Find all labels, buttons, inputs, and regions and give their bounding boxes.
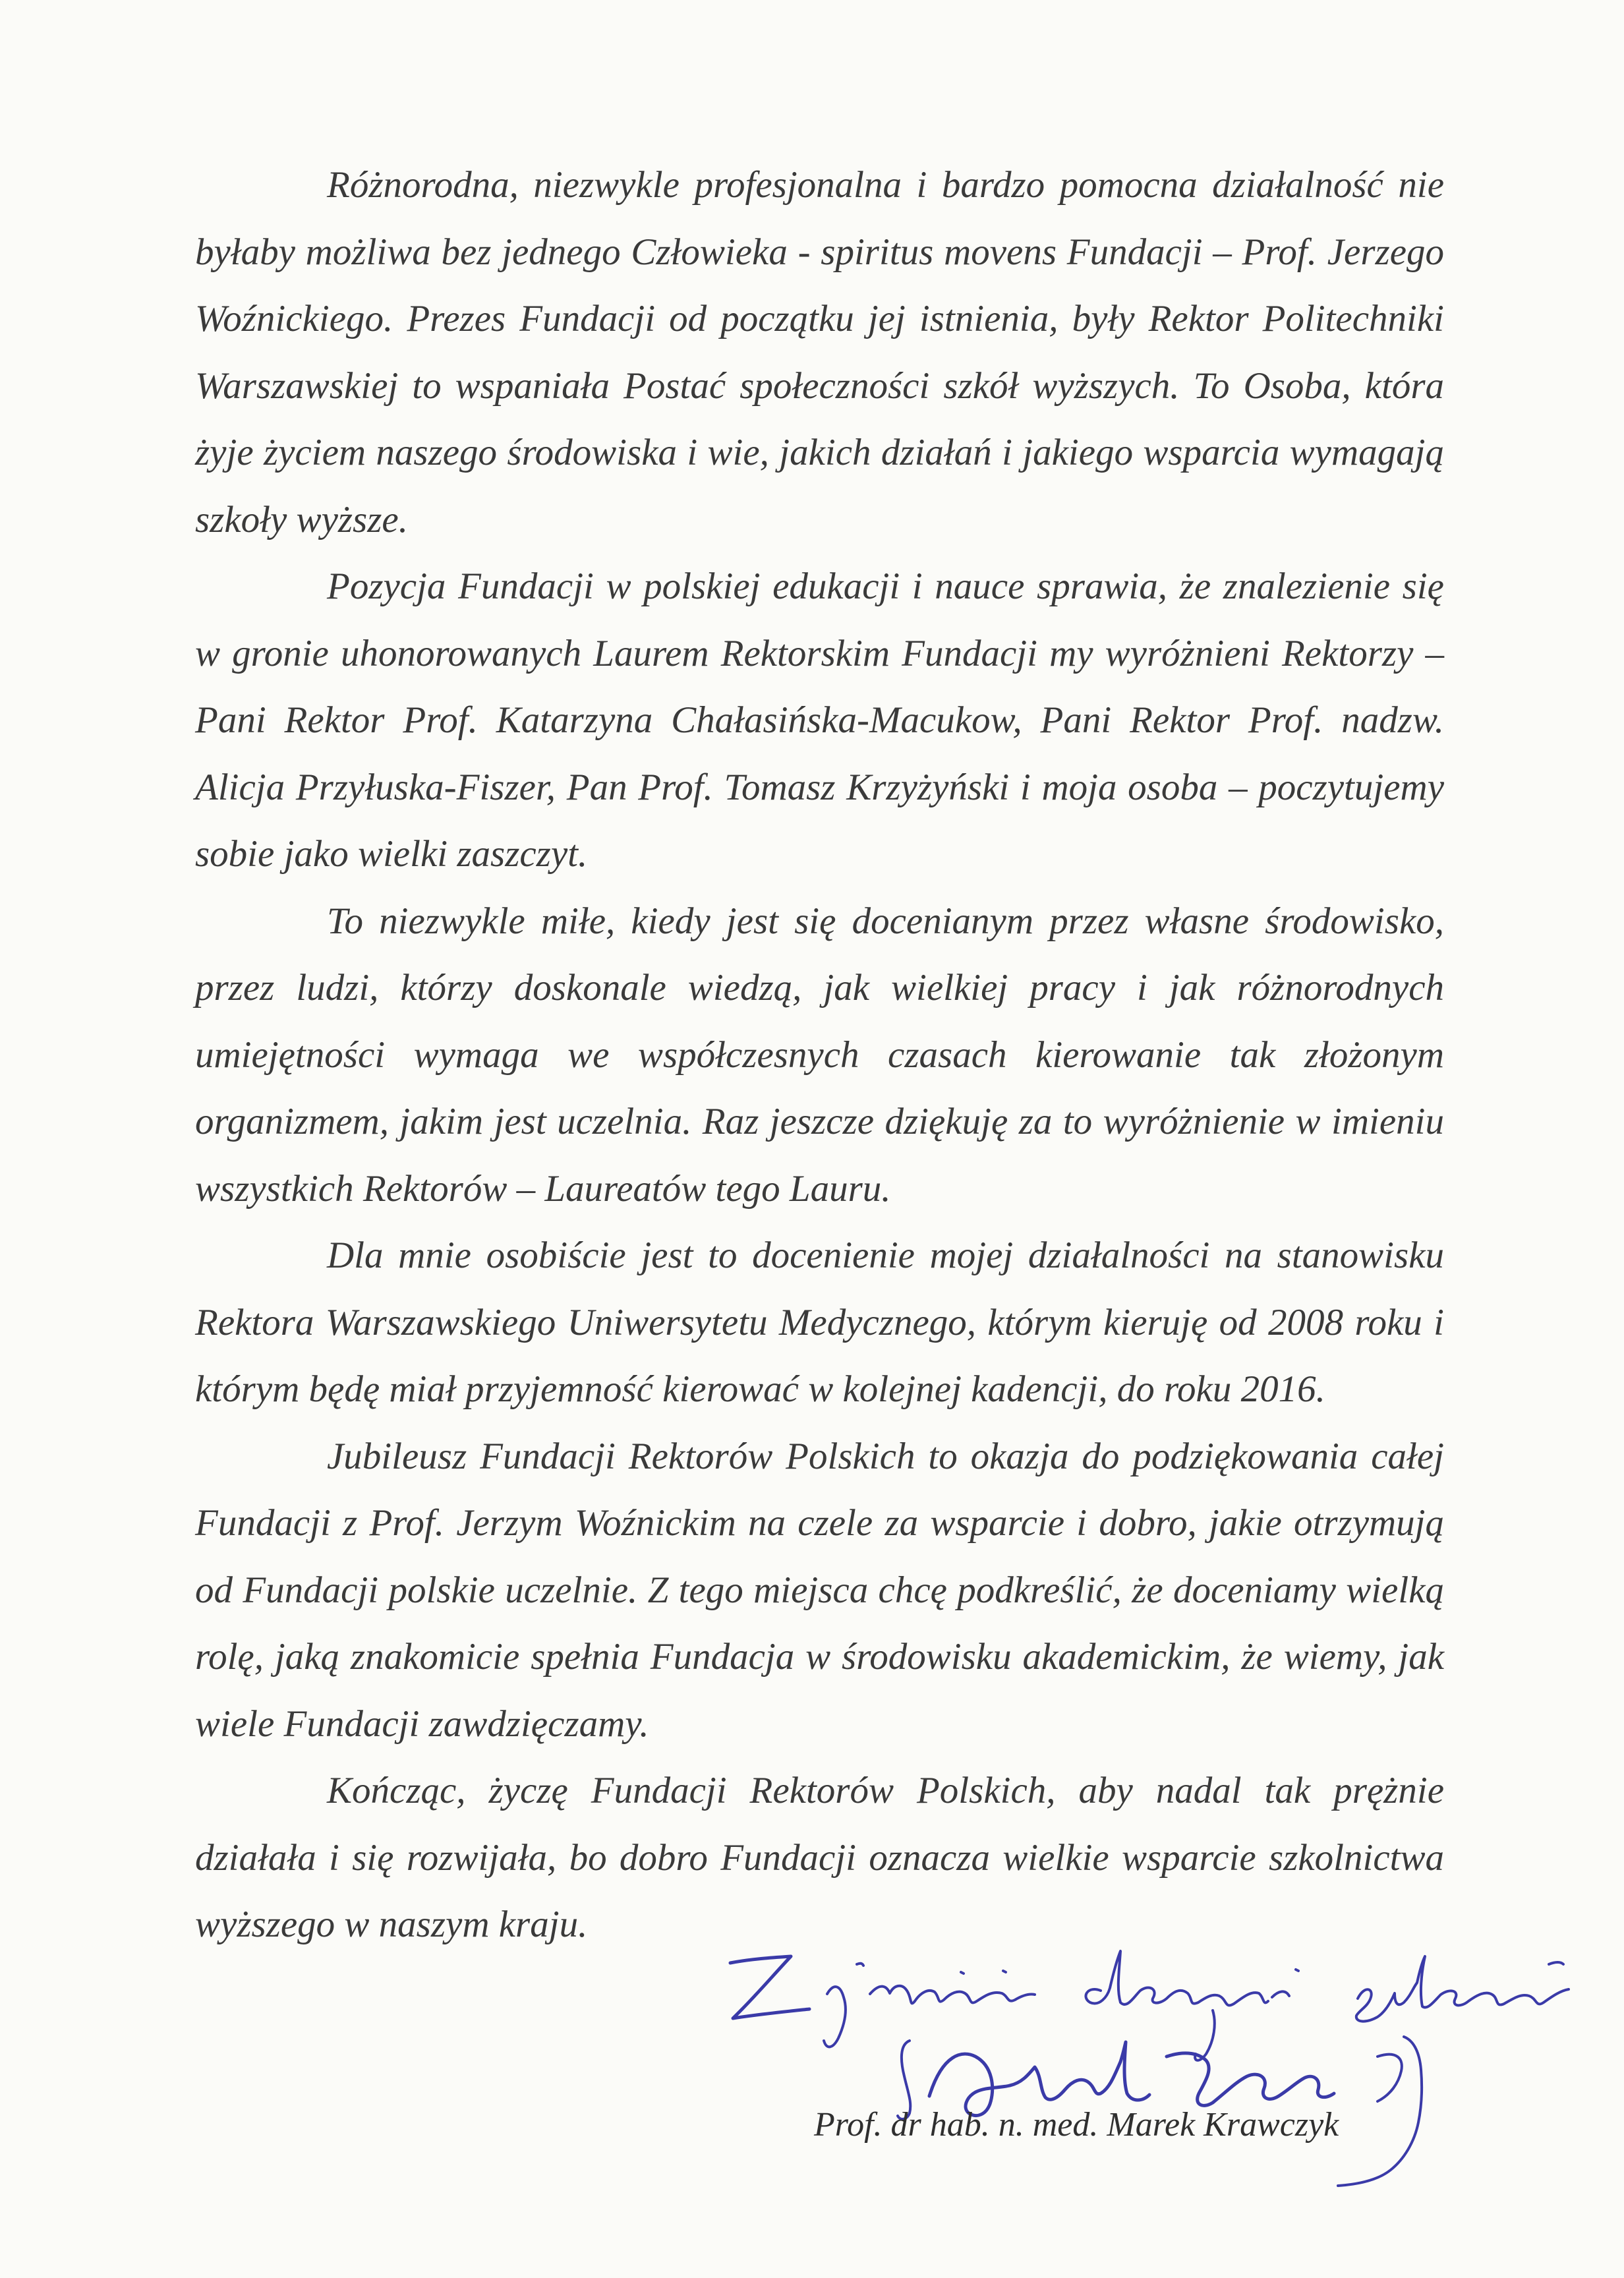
handwritten-signature	[692, 1925, 1602, 2228]
paragraph-2: Pozycja Fundacji w polskiej edukacji i nauce sprawia, że znalezienie się w gronie uhonorowanych Laurem Rektorskim Fundacji my wyróżnieni Rektorzy – Pani Rektor Prof. Katarzyna Chałasińska-Macukow, Pani Rektor Prof. nadzw. Alicja Przyłuska-Fiszer, Pan Prof. Tomasz Krzyżyński i moja osoba – poczytujemy sobie jako wielki zaszczyt.	[195, 566, 1444, 875]
signatory-name: Prof. dr hab. n. med. Marek Krawczyk	[814, 2106, 1339, 2144]
paragraph-4: Dla mnie osobiście jest to docenienie mojej działalności na stanowisku Rektora Warszawskiego Uniwersytetu Medycznego, którym kieruję od 2008 roku i którym będę miał przyjemność kierować w kolejnej kadencji, do roku 2016.	[195, 1235, 1444, 1410]
handwritten-greeting	[730, 1951, 1569, 2060]
paragraph-5: Jubileusz Fundacji Rektorów Polskich to okazja do podziękowania całej Fundacji z Prof. Jerzym Woźnickim na czele za wsparcie i dobro, jakie otrzymują od Fundacji polskie uczelnie. Z tego miejsca chcę podkreślić, że doceniamy wielką rolę, jaką znakomicie spełnia Fundacja w środowisku akademickim, że wiemy, jak wiele Fundacji zawdzięczamy.	[195, 1435, 1444, 1745]
letter-body	[195, 152, 1444, 1958]
paragraph-3: To niezwykle miłe, kiedy jest się docenianym przez własne środowisko, przez ludzi, którzy doskonale wiedzą, jak wielkiej pracy i jak różnorodnych umiejętności wymaga we współczesnych czasach kierowanie tak złożonym organizmem, jakim jest uczelnia. Raz jeszcze dziękuję za to wyróżnienie w imieniu wszystkich Rektorów – Laureatów tego Lauru.	[195, 900, 1444, 1210]
paragraph-6: Kończąc, życzę Fundacji Rektorów Polskich, aby nadal tak prężnie działała i się rozwijała, bo dobro Fundacji oznacza wielkie wsparcie szkolnictwa wyższego w naszym kraju.	[195, 1770, 1444, 1945]
paragraph-1: Różnorodna, niezwykle profesjonalna i bardzo pomocna działalność nie byłaby możliwa bez jednego Człowieka - spiritus movens Fundacji – Prof. Jerzego Woźnickiego. Prezes Fundacji od początku jej istnienia, były Rektor Politechniki Warszawskiej to wspaniała Postać społeczności szkół wyższych. To Osoba, która żyje życiem naszego środowiska i wie, jakich działań i jakiego wsparcia wymagają szkoły wyższe.	[195, 164, 1444, 540]
signature-block	[692, 1925, 1602, 2228]
